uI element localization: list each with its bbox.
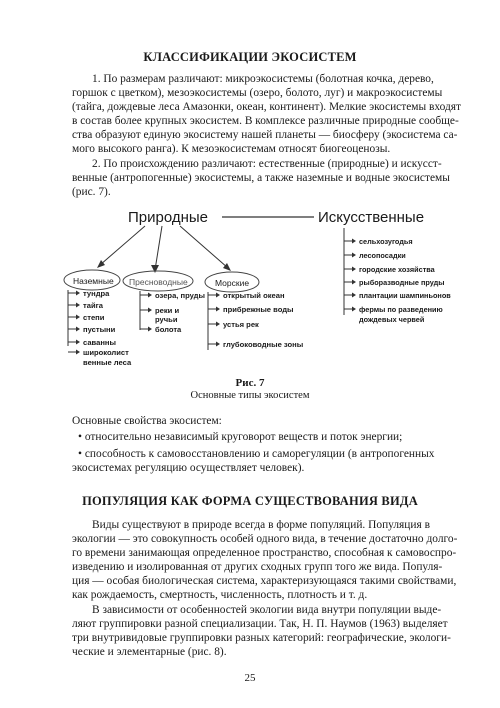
text-line: 2. По происхождению различают: естественные (природные) и искусст-: [92, 158, 442, 170]
terrestrial-label: Наземные: [73, 276, 114, 286]
bullet-line: • способность к самовосстановлению и саморегуляции (в антропогенных: [78, 448, 435, 460]
freshwater-label: Пресноводные: [129, 277, 188, 287]
natural-label: Природные: [128, 209, 209, 226]
diagram-item-label: открытый океан: [223, 291, 285, 300]
item-arrowhead: [216, 293, 220, 298]
diagram-item-label: устья рек: [223, 320, 259, 329]
diagram-item-label: прибрежные воды: [223, 305, 294, 314]
text-line: горшок с цветком), мезоэкосистемы (озеро, болото, луг) и макроэкосистемы: [72, 87, 443, 99]
item-arrowhead: [216, 322, 220, 327]
item-arrowhead: [216, 342, 220, 347]
text-line: (рис. 7).: [72, 186, 111, 198]
diagram-item-label: пустыни: [83, 325, 116, 334]
text-line: в состав более крупных экосистем. В комплексе различные природные сообще-: [72, 115, 459, 127]
properties-intro: Основные свойства экосистем:: [72, 415, 222, 427]
text-line: го времени занимающая определенное пространство, способная к самовоспро-: [72, 547, 457, 559]
diagram-item-label: широколист: [83, 348, 129, 357]
diagram-item-label: болота: [155, 325, 182, 334]
diagram-item-label: озера, пруды: [155, 291, 205, 300]
item-arrowhead: [148, 308, 152, 313]
diagram-items: [68, 237, 451, 367]
item-arrowhead: [352, 280, 356, 285]
item-arrowhead: [352, 239, 356, 244]
figure-caption-title: Рис. 7: [235, 377, 265, 389]
properties-list: [72, 430, 435, 475]
diagram-item-label: лесопосадки: [359, 251, 406, 260]
item-arrowhead: [76, 340, 80, 345]
item-arrowhead: [352, 307, 356, 312]
text-line: как рождаемость, смертность, численность, плотность и т. д.: [72, 589, 368, 601]
text-line: экологии — это совокупность особей одного вида, в течение достаточно долго-: [72, 533, 458, 545]
text-line: мого высокого ранга). К мезоэкосистемам относят биогеоценозы.: [72, 143, 391, 155]
text-line: венные (антропогенные) экосистемы, а также наземные и водные экосистемы: [72, 172, 450, 184]
diagram-item-label: глубоководные зоны: [223, 340, 304, 349]
text-line: ция — особая биологическая система, характеризующаяся такими свойствами,: [72, 575, 457, 587]
item-arrowhead: [76, 315, 80, 320]
text-line: изведению и изолированная от других сходных групп того же вида. Популя-: [72, 561, 443, 573]
diagram-item-label: фермы по разведению: [359, 305, 443, 314]
item-arrowhead: [216, 307, 220, 312]
text-line: ляют группировки разной специализации. Так, Н. П. Наумов (1963) выделяет: [72, 618, 448, 630]
diagram-item-label: саванны: [83, 338, 116, 347]
text-line: Виды существуют в природе всегда в форме популяций. Популяция в: [92, 519, 430, 531]
item-arrowhead: [352, 267, 356, 272]
diagram-item-label: венные леса: [83, 358, 132, 367]
diagram-item-label: сельхозугодья: [359, 237, 413, 246]
text-line: три внутривидовые группировки разных категорий: географические, экологи-: [72, 632, 451, 644]
item-arrowhead: [352, 293, 356, 298]
item-arrowhead: [76, 303, 80, 308]
figure-caption-subtitle: Основные типы экосистем: [190, 390, 310, 401]
item-arrowhead: [148, 293, 152, 298]
text-line: ческие и элементарные (рис. 8).: [72, 646, 227, 658]
section-title-population: ПОПУЛЯЦИЯ КАК ФОРМА СУЩЕСТВОВАНИЯ ВИДА: [82, 494, 418, 508]
diagram-item-label: тундра: [83, 289, 110, 298]
natural-arrows: [100, 226, 228, 270]
item-arrowhead: [76, 291, 80, 296]
text-line: (тайга, дождевые леса Амазонки, океан, континент). Мелкие экосистемы входят: [72, 101, 461, 113]
item-arrowhead: [76, 350, 80, 355]
text-line: ства образуют единую экосистему нашей планеты — биосферу (экосистема са-: [72, 129, 458, 141]
item-arrowhead: [148, 327, 152, 332]
diagram-item-label: ручьи: [155, 315, 178, 324]
diagram-item-label: плантации шампиньонов: [359, 291, 451, 300]
diagram-item-label: тайга: [83, 301, 103, 310]
item-arrowhead: [76, 327, 80, 332]
item-arrowhead: [352, 253, 356, 258]
diagram-item-label: городские хозяйства: [359, 265, 435, 274]
artificial-label: Искусственные: [318, 209, 425, 226]
bullet-line: • относительно независимый круговорот веществ и поток энергии;: [78, 431, 403, 443]
text-line: 1. По размерам различают: микроэкосистемы (болотная кочка, дерево,: [92, 73, 434, 85]
paragraph-groupings: [72, 603, 451, 659]
diagram-item-label: реки и: [155, 306, 180, 315]
text-line: В зависимости от особенностей экологии вида внутри популяции выде-: [92, 604, 442, 616]
marine-label: Морские: [215, 278, 250, 288]
diagram-item-label: рыборазводные пруды: [359, 278, 445, 287]
paragraph-population: [72, 518, 458, 602]
section-title-classification: КЛАССИФИКАЦИИ ЭКОСИСТЕМ: [143, 50, 357, 64]
diagram-item-label: дождевых червей: [359, 315, 425, 324]
page-number: 25: [244, 672, 256, 684]
diagram-item-label: степи: [83, 313, 105, 322]
bullet-line: экосистемах регуляцию осуществляет человек).: [72, 462, 305, 474]
